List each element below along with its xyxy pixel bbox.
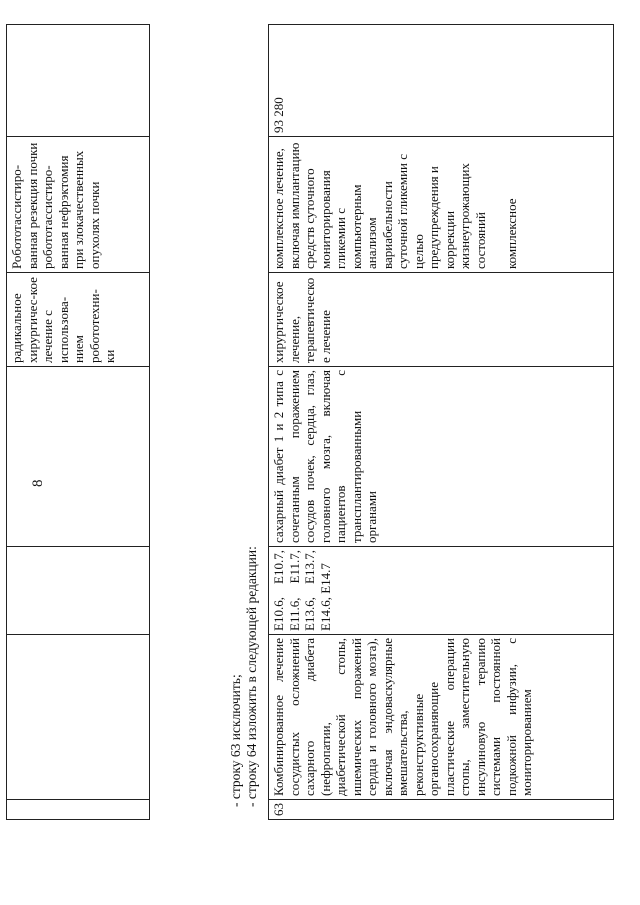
page-number: 8 [30, 479, 46, 487]
top-cell-name [7, 635, 150, 800]
top-cell-codes [7, 547, 150, 635]
row-number: 63 [269, 800, 614, 820]
row-method-text: комплексное лечение, включая имплантацию средств суточного мониторирования гликемии с компьютерным анализом вариабельности суточной гликемии с целью предупреждения и коррекции жизнеугрожающих состояний [271, 142, 488, 269]
top-cell-number [7, 800, 150, 820]
row-63-table [268, 24, 614, 820]
top-cell-model [7, 367, 150, 547]
top-cell-method: Робототассистиро-ванная резекция почки робототассистиро-ванная нефрэктомия при злокачественных опухолях почки [7, 137, 150, 273]
row-method [269, 137, 614, 273]
note-replace-line-64: - строку 64 изложить в следующей редакции: [244, 546, 259, 807]
row-codes: E10.6, E10.7, E11.6, E11.7, E13.6, E13.7, E14.6, E14.7 [269, 547, 614, 635]
row-treatment-type: хирургическое лечение, терапевтическое лечение [269, 273, 614, 367]
row-cost: 93 280 [269, 25, 614, 137]
row-name: Комбинированное лечение сосудистых осложнений сахарного диабета (нефропатии, диабетической стопы, ишемических поражений сердца и головного мозга), включая эндоваскулярные вмешательства, реконструктивные органосохраняющие пластические операции стопы, заместительную инсулиновую терапию системами постоянной подкожной инфузии, с мониторированием [269, 635, 614, 800]
top-table [6, 24, 150, 820]
row-patient-model: сахарный диабет 1 и 2 типа с сочетанным поражением сосудов почек, сердца, глаз, головного мозга, включая пациентов с трансплантированными органами [269, 367, 614, 547]
top-cell-cost [7, 25, 150, 137]
top-cell-treatment-type: радикальное хирургичес-кое лечение с использова-нием робототехни-ки [7, 273, 150, 367]
row-method-continued: комплексное [504, 198, 519, 269]
amendment-notes [228, 546, 260, 807]
note-delete-line-63: - строку 63 исключить; [228, 674, 243, 807]
